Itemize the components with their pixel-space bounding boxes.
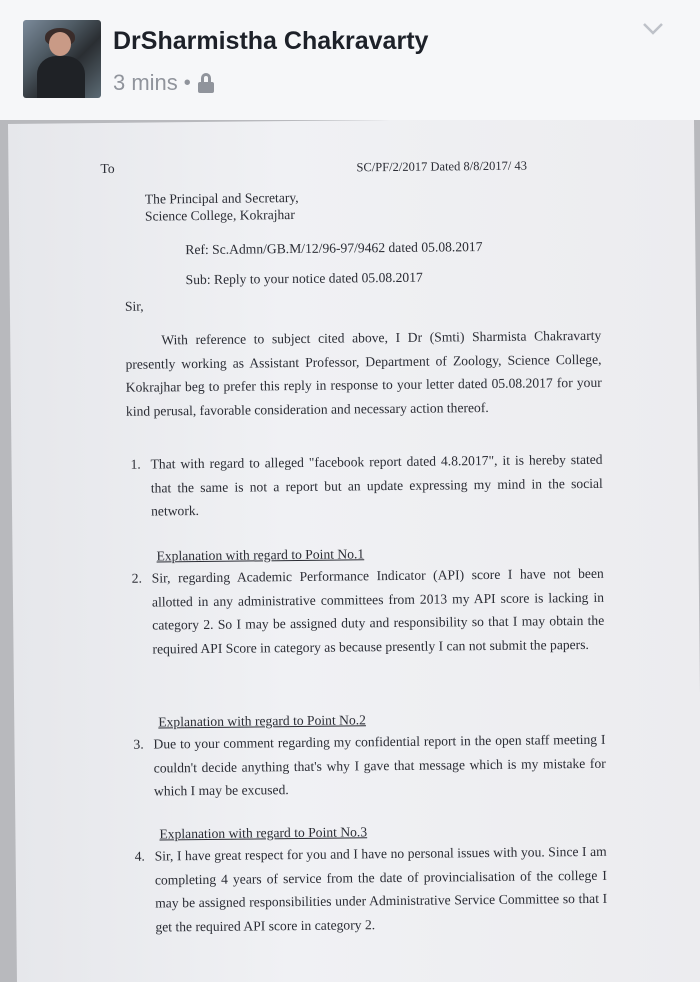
chevron-down-icon[interactable] — [642, 22, 664, 36]
avatar-figure-body — [37, 56, 85, 98]
post-meta — [113, 70, 215, 96]
post-header — [0, 0, 700, 120]
lock-icon[interactable] — [197, 73, 215, 93]
item-text: Due to your comment regarding my confidential report in the open staff meeting I couldn't decide anything that's why I gave that message which is my mistake for which I may be excused. — [153, 731, 606, 799]
address-line: The Principal and Secretary, — [144, 189, 299, 207]
author-name[interactable]: DrSharmistha Chakravarty — [113, 27, 429, 55]
item-text: That with regard to alleged "facebook report dated 4.8.2017", it is hereby stated that the same is not a report but an update expressing my mind in the social network. — [150, 451, 603, 519]
letter-address — [145, 189, 299, 225]
meta-separator: • — [183, 71, 191, 94]
item-number: 3. — [133, 736, 144, 752]
letter-intro-text: With reference to subject cited above, I Dr (Smti) Sharmista Chakravarty presently working as Assistant Professor, Department of Zoology, Science College, Kokrajhar beg to prefer this reply in response to your letter dated 05.08.2017 for your kind perusal, favorable consideration and necessary action thereof. — [125, 327, 602, 419]
explanation-heading: Explanation with regard to Point No.1 — [156, 546, 365, 564]
avatar-figure-head — [49, 32, 71, 56]
letter-to: To — [100, 160, 115, 177]
list-item — [130, 448, 603, 523]
item-number: 2. — [131, 570, 143, 586]
explanation-heading: Explanation with regard to Point No.3 — [159, 824, 368, 842]
letter-subject: Sub: Reply to your notice dated 05.08.2017 — [185, 269, 423, 288]
letter-photo — [0, 120, 700, 982]
letter-salutation: Sir, — [124, 298, 144, 314]
letter-page — [8, 120, 700, 982]
letter-intro — [125, 324, 602, 423]
item-number: 4. — [134, 848, 145, 864]
address-line: Science College, Kokrajhar — [144, 207, 295, 224]
item-text: Sir, I have great respect for you and I have no personal issues with you. Since I am completing 4 years of service from the date of provincialisation of the college I may be assigned responsibilities under Administrative Service Committee so that I get the required API score in category 2. — [154, 843, 608, 934]
list-item — [132, 562, 605, 661]
avatar[interactable] — [23, 20, 101, 98]
letter-ref: Ref: Sc.Admn/GB.M/12/96-97/9462 dated 05.08.2017 — [185, 239, 483, 258]
list-item — [135, 840, 608, 939]
explanation-heading: Explanation with regard to Point No.2 — [158, 712, 366, 730]
letter-ref-number: SC/PF/2/2017 Dated 8/8/2017/ 43 — [356, 158, 528, 175]
item-text: Sir, regarding Academic Performance Indicator (API) score I have not been allotted in any administrative committees from 2013 my API score is lacking in category 2. So I may be assigned duty and responsibility so that I may obtain the required API Score in category as because presently I can not submit the papers. — [151, 565, 605, 657]
post-timestamp[interactable]: 3 mins — [113, 70, 178, 95]
item-number: 1. — [130, 456, 141, 472]
list-item — [133, 728, 606, 803]
